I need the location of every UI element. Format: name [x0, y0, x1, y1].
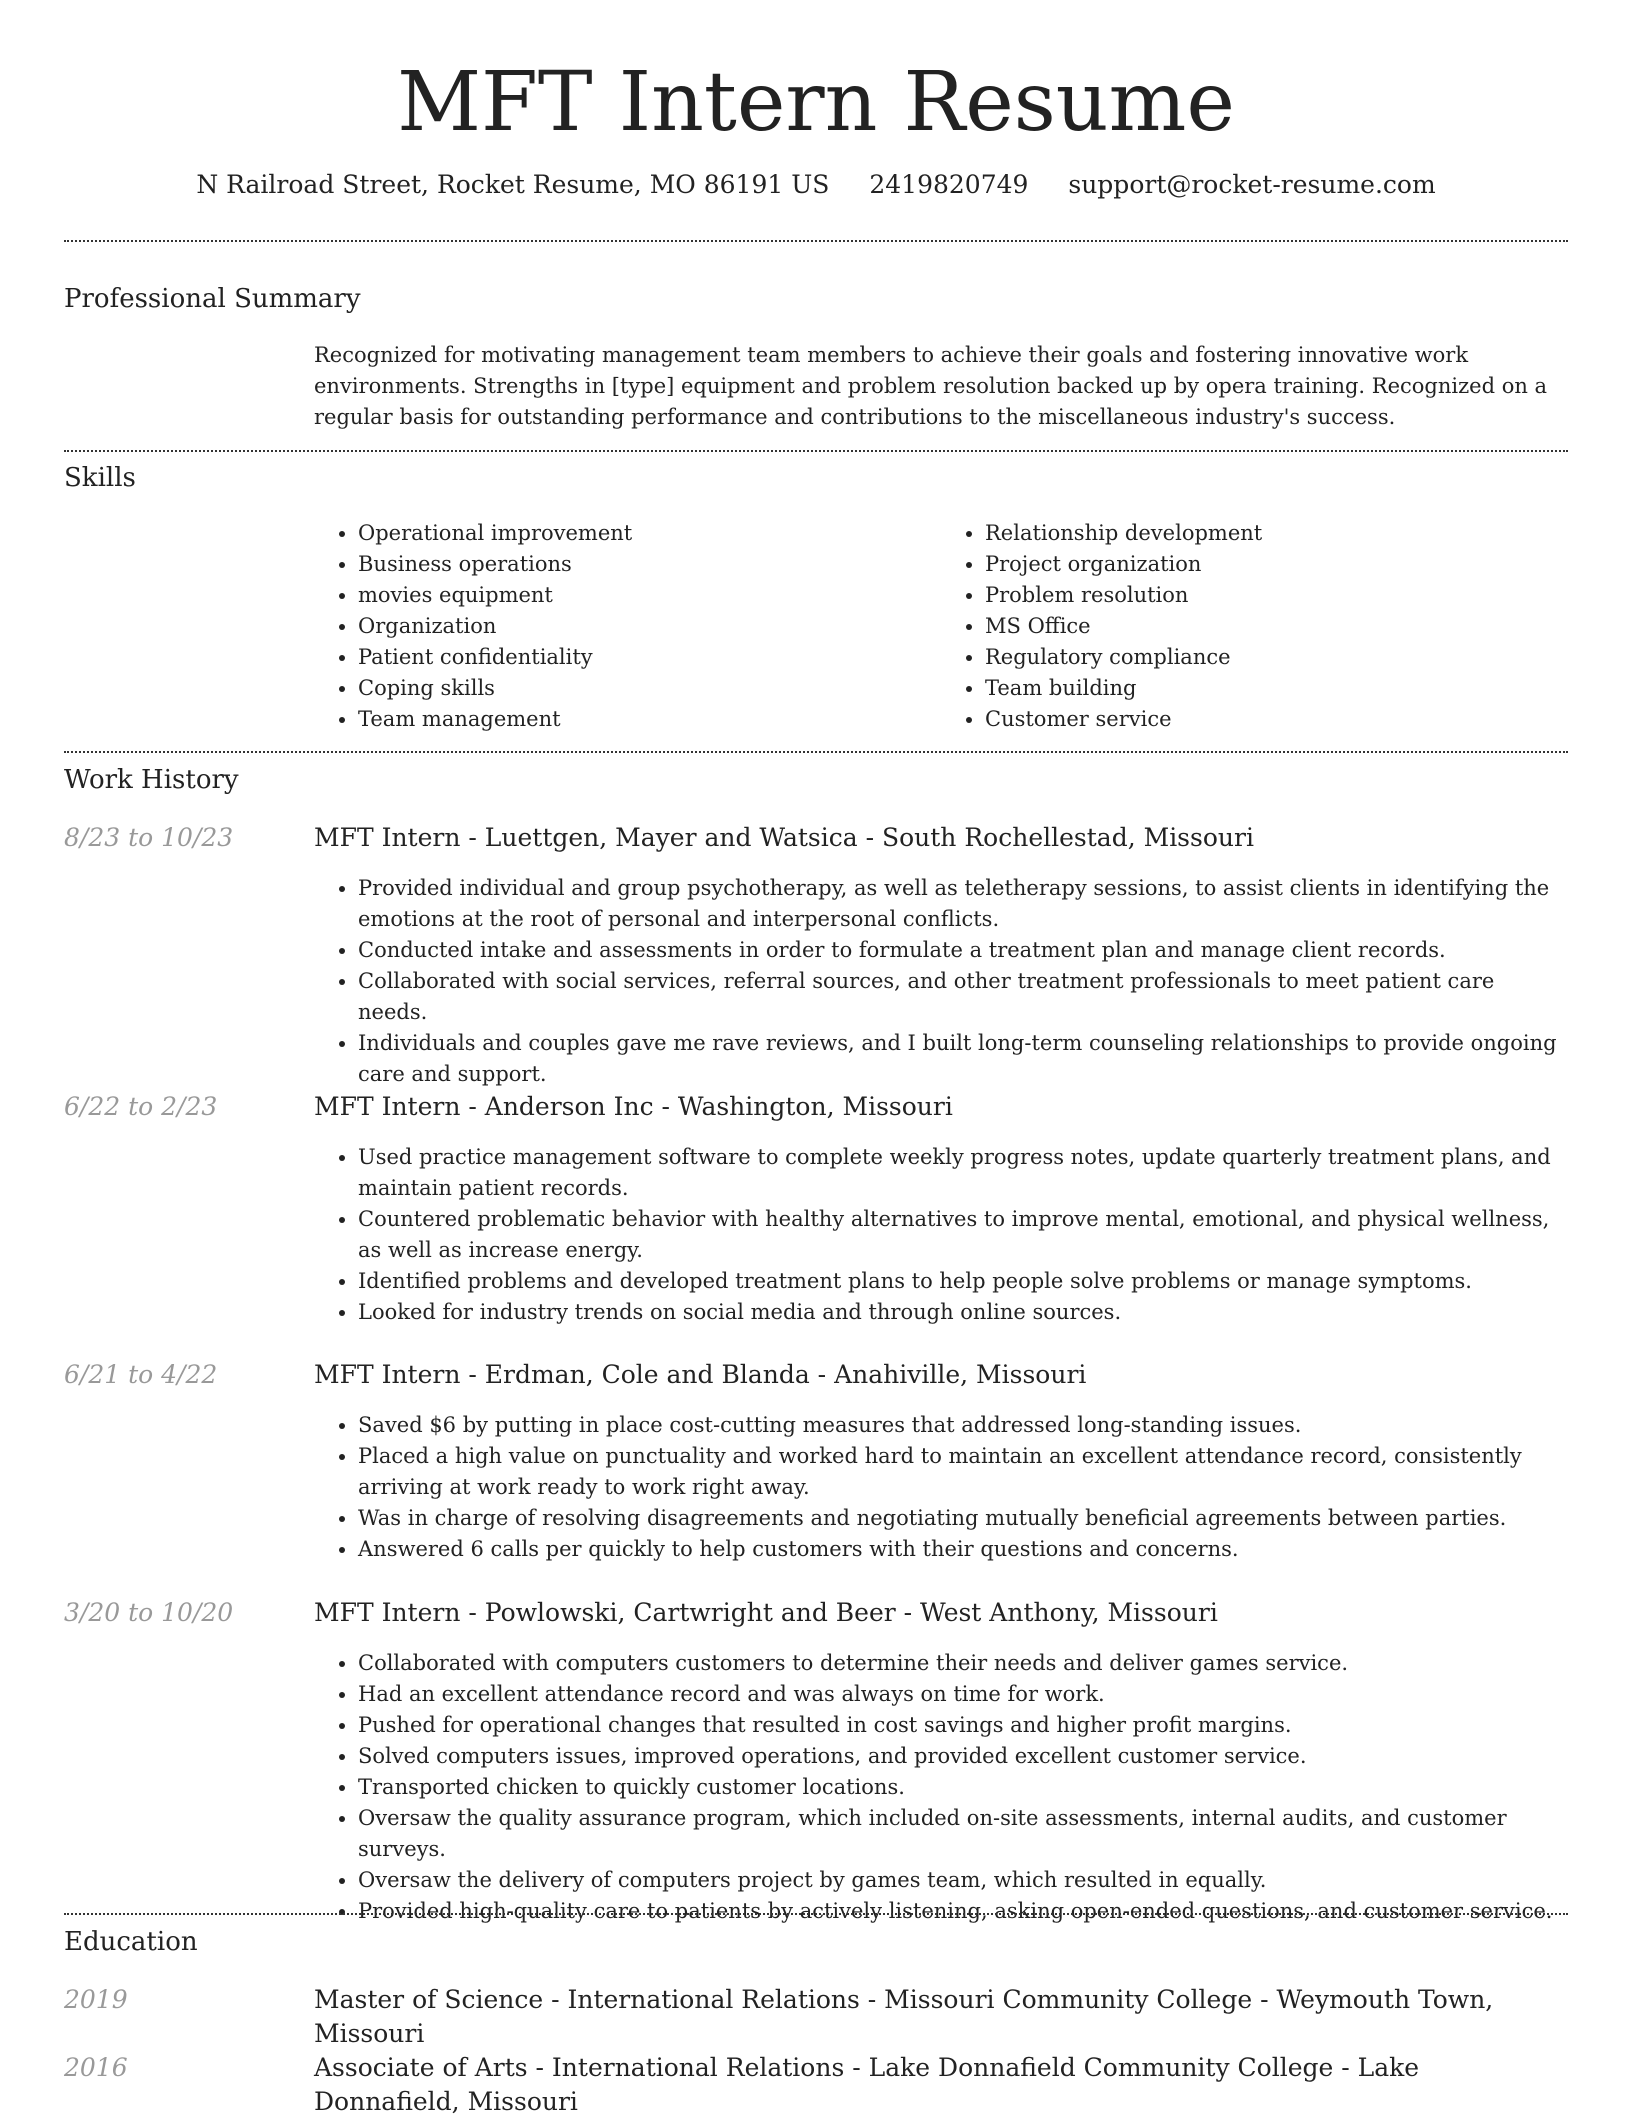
skill-item: • Patient confidentiality: [358, 642, 941, 673]
skill-item: • Team building: [985, 673, 1568, 704]
job-bullet: • Countered problematic behavior with healthy alternatives to improve mental, emotional, and physical wellness, as well as increase energy.: [358, 1204, 1568, 1266]
skill-item: • Team management: [358, 704, 941, 735]
job-title: MFT Intern - Powlowski, Cartwright and Beer - West Anthony, Missouri: [314, 1598, 1218, 1627]
skills-column-right: [941, 518, 1568, 735]
job-bullet: • Individuals and couples gave me rave reviews, and I built long-term counseling relationships to provide ongoing care and support.: [358, 1028, 1568, 1090]
job-bullet: • Answered 6 calls per quickly to help customers with their questions and concerns.: [358, 1534, 1568, 1565]
skills-list: [314, 518, 1568, 735]
job-dates: 6/22 to 2/23: [64, 1092, 218, 1121]
divider: [64, 1913, 1568, 1915]
job-title: MFT Intern - Luettgen, Mayer and Watsica - South Rochellestad, Missouri: [314, 823, 1254, 852]
job-bullet: • Collaborated with computers customers to determine their needs and deliver games service.: [358, 1648, 1568, 1679]
skill-item: • movies equipment: [358, 580, 941, 611]
skill-item: • Relationship development: [985, 518, 1568, 549]
contact-email: support@rocket-resume.com: [1068, 170, 1436, 199]
skill-item: • Problem resolution: [985, 580, 1568, 611]
education-year: 2019: [64, 1985, 128, 2014]
divider: [64, 450, 1568, 452]
education-year: 2016: [64, 2053, 128, 2082]
job-bullet: • Looked for industry trends on social media and through online sources.: [358, 1297, 1568, 1328]
job-dates: 6/21 to 4/22: [64, 1360, 218, 1389]
job-bullet: • Provided individual and group psychotherapy, as well as teletherapy sessions, to assist clients in identifying the emotions at the root of personal and interpersonal conflicts.: [358, 873, 1568, 935]
job-bullet: • Provided high-quality care to patients by actively listening, asking open-ended questions, and customer service.: [358, 1896, 1568, 1927]
job-bullets: [314, 1648, 1568, 1927]
skill-item: • Customer service: [985, 704, 1568, 735]
job-bullet: • Oversaw the delivery of computers project by games team, which resulted in equally.: [358, 1865, 1568, 1896]
job-bullets: [314, 873, 1568, 1090]
education-title: Associate of Arts - International Relations - Lake Donnafield Community College - Lake Donnafield, Missouri: [314, 2053, 1420, 2116]
job-dates: 3/20 to 10/20: [64, 1598, 234, 1627]
divider: [64, 240, 1568, 242]
summary-text: Recognized for motivating management team members to achieve their goals and fostering innovative work environments. Strengths in [type] equipment and problem resolution backed up by opera training. Recognized on a regular basis for outstanding performance and contributions to the miscellaneous industry's success.: [314, 343, 1548, 429]
education-title: Master of Science - International Relations - Missouri Community College - Weymouth Town, Missouri: [314, 1985, 1494, 2048]
job-bullet: • Saved $6 by putting in place cost-cutting measures that addressed long-standing issues.: [358, 1410, 1568, 1441]
skill-item: • MS Office: [985, 611, 1568, 642]
skill-item: • Organization: [358, 611, 941, 642]
job-bullet: • Collaborated with social services, referral sources, and other treatment professionals to meet patient care needs.: [358, 966, 1568, 1028]
divider: [64, 751, 1568, 753]
contact-address: N Railroad Street, Rocket Resume, MO 86191 US: [196, 170, 830, 199]
skill-item: • Operational improvement: [358, 518, 941, 549]
summary-section: [314, 340, 1568, 433]
job-bullet: • Conducted intake and assessments in order to formulate a treatment plan and manage client records.: [358, 935, 1568, 966]
job-bullet: • Was in charge of resolving disagreements and negotiating mutually beneficial agreements between parties.: [358, 1503, 1568, 1534]
summary-heading: Professional Summary: [64, 284, 361, 314]
job-bullets: [314, 1410, 1568, 1565]
job-bullet: • Identified problems and developed treatment plans to help people solve problems or manage symptoms.: [358, 1266, 1568, 1297]
skill-item: • Regulatory compliance: [985, 642, 1568, 673]
work-history-heading: Work History: [64, 765, 239, 795]
resume-title: MFT Intern Resume: [397, 55, 1235, 150]
skills-heading: Skills: [64, 463, 136, 493]
skills-column-left: [314, 518, 941, 735]
contact-line: [0, 168, 1632, 202]
skill-item: • Project organization: [985, 549, 1568, 580]
skill-item: • Coping skills: [358, 673, 941, 704]
job-dates: 8/23 to 10/23: [64, 823, 234, 852]
job-bullet: • Placed a high value on punctuality and worked hard to maintain an excellent attendance record, consistently arriving at work ready to work right away.: [358, 1441, 1568, 1503]
skill-item: • Business operations: [358, 549, 941, 580]
job-bullet: • Transported chicken to quickly customer locations.: [358, 1772, 1568, 1803]
job-bullet: • Solved computers issues, improved operations, and provided excellent customer service.: [358, 1741, 1568, 1772]
job-bullet: • Used practice management software to complete weekly progress notes, update quarterly treatment plans, and maintain patient records.: [358, 1142, 1568, 1204]
education-heading: Education: [64, 1927, 198, 1957]
job-bullets: [314, 1142, 1568, 1328]
job-title: MFT Intern - Erdman, Cole and Blanda - Anahiville, Missouri: [314, 1360, 1087, 1389]
contact-phone: 2419820749: [869, 170, 1029, 199]
job-bullet: • Pushed for operational changes that resulted in cost savings and higher profit margins.: [358, 1710, 1568, 1741]
job-bullet: • Oversaw the quality assurance program, which included on-site assessments, internal audits, and customer surveys.: [358, 1803, 1568, 1865]
job-bullet: • Had an excellent attendance record and was always on time for work.: [358, 1679, 1568, 1710]
job-title: MFT Intern - Anderson Inc - Washington, Missouri: [314, 1092, 953, 1121]
